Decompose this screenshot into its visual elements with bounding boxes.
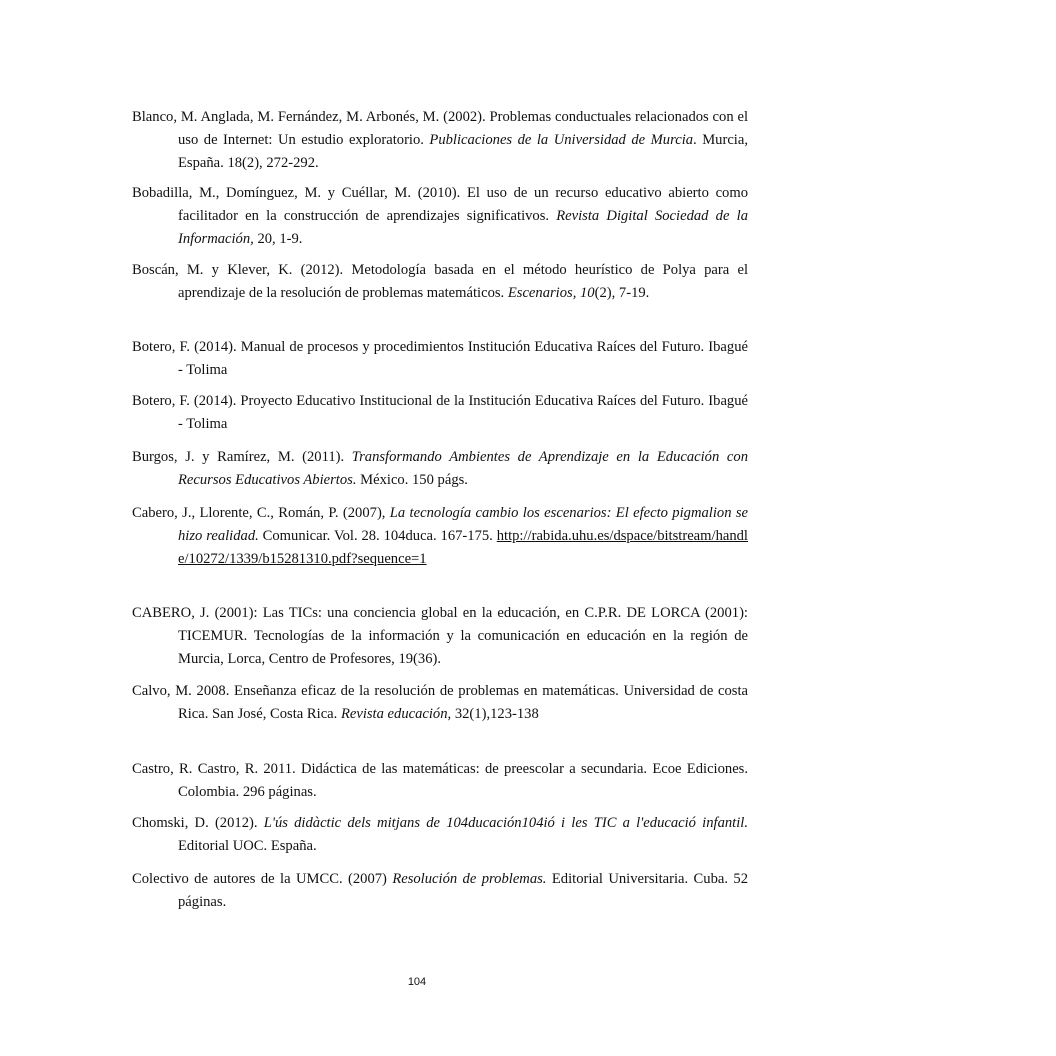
reference-text: 20, 1-9. — [253, 231, 303, 247]
reference-text: Cabero, J., Llorente, C., Román, P. (2007), — [132, 505, 390, 521]
reference-source-title: Revista educación, — [340, 706, 452, 722]
reference-source-title: La tecnología cambio los escenarios: El efecto pigmalion se hizo realidad. — [178, 505, 748, 544]
reference-entry — [132, 446, 748, 492]
reference-entry — [132, 502, 748, 571]
reference-text: CABERO, J. (2001): Las TICs: una conciencia global en la educación, en C.P.R. DE LORCA (2001): TICEMUR. Tecnologías de la información y la comunicación en educación en la región de Murcia, Lorca, Centro de Profesores, 19(36). — [132, 605, 748, 667]
reference-text: 32(1),123-138 — [451, 706, 539, 722]
reference-source-title: Escenarios, 10 — [507, 285, 595, 301]
reference-entry — [132, 390, 748, 436]
reference-text: México. 150 págs. — [356, 472, 468, 488]
reference-text: Blanco, M. Anglada, M. Fernández, M. Arbonés, M. (2002). Problemas conductuales relacionados con el uso de Internet: Un estudio exploratorio. — [132, 109, 748, 148]
reference-text: Editorial Universitaria. Cuba. 52 páginas. — [178, 871, 749, 910]
reference-text: Calvo, M. 2008. Enseñanza eficaz de la resolución de problemas en matemáticas. Universidad de costa Rica. San José, Costa Rica. — [132, 683, 748, 722]
reference-source-title: Transformando Ambientes de Aprendizaje en la Educación con Recursos Educativos Abiertos. — [178, 449, 748, 488]
reference-text: Editorial UOC. España. — [178, 838, 317, 854]
reference-entry — [132, 259, 748, 305]
reference-text: Comunicar. Vol. 28. 104duca. 167-175. — [258, 528, 497, 544]
page-number: 104 — [407, 976, 427, 988]
reference-entry — [132, 336, 748, 382]
reference-text: Bobadilla, M., Domínguez, M. y Cuéllar, M. (2010). El uso de un recurso educativo abierto como facilitador en la construcción de aprendizajes significativos. — [132, 185, 748, 224]
reference-source-title: Publicaciones de la Universidad de Murcia — [429, 132, 694, 148]
reference-text: Boscán, M. y Klever, K. (2012). Metodología basada en el método heurístico de Polya para el aprendizaje de la resolución de problemas matemáticos. — [132, 262, 748, 301]
reference-text: Castro, R. Castro, R. 2011. Didáctica de las matemáticas: de preescolar a secundaria. Ecoe Ediciones. Colombia. 296 páginas. — [132, 761, 748, 800]
reference-entry — [132, 812, 748, 858]
reference-entry — [132, 106, 748, 175]
reference-url-link[interactable]: http://rabida.uhu.es/dspace/bitstream/handle/10272/1339/b15281310.pdf?sequence=1 — [178, 528, 748, 567]
reference-source-title: Resolución de problemas. — [392, 871, 547, 887]
reference-text: . Murcia, España. 18(2), 272-292. — [178, 132, 748, 171]
reference-entry — [132, 868, 748, 914]
reference-source-title: L'ús didàctic dels mitjans de 104ducación104ió i les TIC a l'educació infantil. — [263, 815, 748, 831]
reference-entry — [132, 680, 748, 726]
reference-text: Chomski, D. (2012). — [132, 815, 264, 831]
reference-text: (2), 7-19. — [594, 285, 650, 301]
reference-entry — [132, 182, 748, 251]
reference-entry — [132, 758, 748, 804]
reference-text: Colectivo de autores de la UMCC. (2007) — [132, 871, 393, 887]
reference-text: Botero, F. (2014). Manual de procesos y procedimientos Institución Educativa Raíces del Futuro. Ibagué - Tolima — [132, 339, 748, 378]
reference-text: Botero, F. (2014). Proyecto Educativo Institucional de la Institución Educativa Raíces del Futuro. Ibagué - Tolima — [132, 393, 748, 432]
reference-text: Burgos, J. y Ramírez, M. (2011). — [132, 449, 352, 465]
reference-entry — [132, 602, 748, 671]
reference-source-title: Revista Digital Sociedad de la Información, — [178, 208, 748, 247]
